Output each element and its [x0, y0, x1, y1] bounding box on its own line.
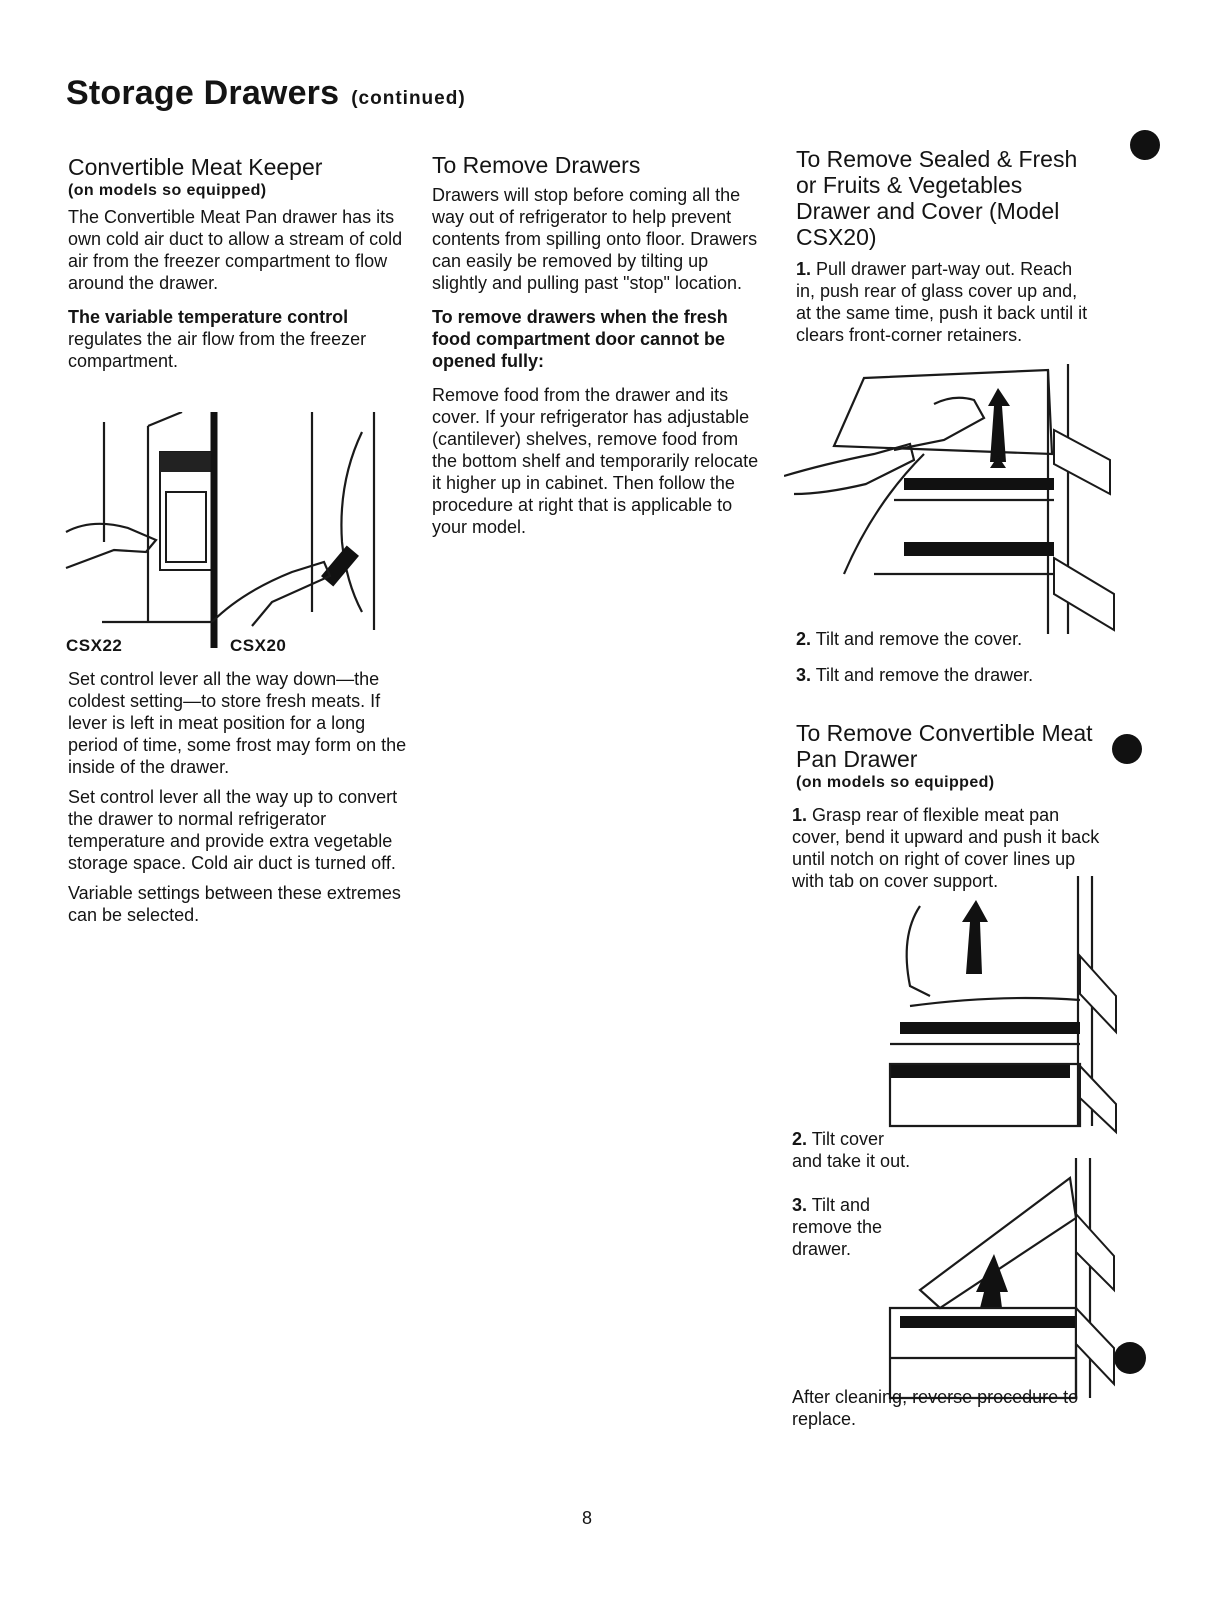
glass-cover-illustration	[784, 344, 1124, 640]
remove-drawers-section	[432, 152, 762, 538]
after-cleaning-note	[792, 1386, 1092, 1430]
mp-step3-text: Tilt and remove the drawer.	[792, 1195, 883, 1259]
meat-keeper-intro: The Convertible Meat Pan drawer has its own cold air duct to allow a stream of cold air from the freezer compartment to flow around the drawer.	[68, 207, 403, 293]
sealed-fresh-steps-2-3	[796, 628, 1096, 686]
meat-pan-heading: To Remove Convertible Meat Pan Drawer	[796, 720, 1093, 772]
page-title-suffix: (continued)	[351, 88, 466, 109]
control-bold-text: The variable temperature control	[68, 307, 349, 327]
after-cleaning-text: After cleaning, reverse procedure to replace.	[792, 1387, 1079, 1429]
meat-pan-section	[796, 720, 1096, 792]
sealed-fresh-step3	[796, 664, 1096, 686]
remove-drawers-heading: To Remove Drawers	[432, 152, 641, 178]
step1-number: 1.	[796, 259, 812, 279]
round-marker-icon	[1110, 732, 1144, 766]
control-rest-text: regulates the air flow from the freezer compartment.	[68, 329, 367, 371]
meat-keeper-subheading: (on models so equipped)	[68, 182, 267, 199]
step1-text: Pull drawer part-way out. Reach in, push rear of glass cover up and, at the same time, push it back until it clears front-corner retainers.	[796, 259, 1088, 345]
para-lever-down: Set control lever all the way down—the coldest setting—to store fresh meats. If lever is left in meat position for a long period of time, some frost may form on the inside of the drawer.	[68, 669, 407, 777]
label-csx20: CSX20	[230, 636, 287, 655]
page-number: 8	[582, 1508, 593, 1528]
meat-keeper-section	[68, 154, 408, 372]
sealed-fresh-heading: To Remove Sealed & Fresh or Fruits & Vegetables Drawer and Cover (Model CSX20)	[796, 146, 1078, 250]
mp-step2-number: 2.	[792, 1129, 808, 1149]
step2-number: 2.	[796, 629, 812, 649]
step3-number: 3.	[796, 665, 812, 685]
meat-keeper-control-para	[68, 306, 408, 372]
control-lever-illustration	[62, 412, 392, 648]
para-variable-settings: Variable settings between these extremes can be selected.	[68, 883, 401, 925]
tilt-cover-drawer-illustration	[880, 1158, 1124, 1408]
sealed-fresh-step2	[796, 628, 1096, 650]
page-title	[66, 74, 466, 113]
mp-step2-text: Tilt cover and take it out.	[792, 1129, 911, 1171]
meat-keeper-heading: Convertible Meat Keeper	[68, 154, 323, 180]
mp-step1-text: Grasp rear of flexible meat pan cover, bend it upward and push it back until notch on right of cover lines up with tab on cover support.	[792, 805, 1100, 891]
round-marker-icon	[1112, 1340, 1148, 1376]
sealed-fresh-step1	[796, 258, 1096, 346]
step2-text: Tilt and remove the cover.	[815, 629, 1023, 649]
label-csx22: CSX22	[66, 636, 123, 655]
sealed-fresh-section	[796, 146, 1096, 346]
remove-drawers-bold-heading: To remove drawers when the fresh food compartment door cannot be opened fully:	[432, 307, 728, 371]
meat-pan-subheading: (on models so equipped)	[796, 774, 995, 791]
step3-text: Tilt and remove the drawer.	[815, 665, 1034, 685]
mp-step3-number: 3.	[792, 1195, 808, 1215]
remove-drawers-body: Remove food from the drawer and its cover. If your refrigerator has adjustable (cantilever) shelves, remove food from the bottom shelf and temporarily relocate it higher up in cabinet. Then follow the procedure at right that is applicable to your model.	[432, 385, 759, 537]
meat-keeper-settings	[68, 668, 408, 926]
mp-step1-number: 1.	[792, 805, 808, 825]
para-lever-up: Set control lever all the way up to convert the drawer to normal refrigerator temperature and provide extra vegetable storage space. Cold air duct is turned off.	[68, 787, 398, 873]
remove-drawers-intro: Drawers will stop before coming all the way out of refrigerator to help prevent contents from spilling onto floor. Drawers can easily be removed by tilting up slightly and pulling past "stop" location.	[432, 185, 758, 293]
meat-pan-cover-illustration	[880, 876, 1124, 1138]
page-title-text: Storage Drawers	[66, 74, 340, 112]
round-marker-icon	[1128, 128, 1162, 162]
